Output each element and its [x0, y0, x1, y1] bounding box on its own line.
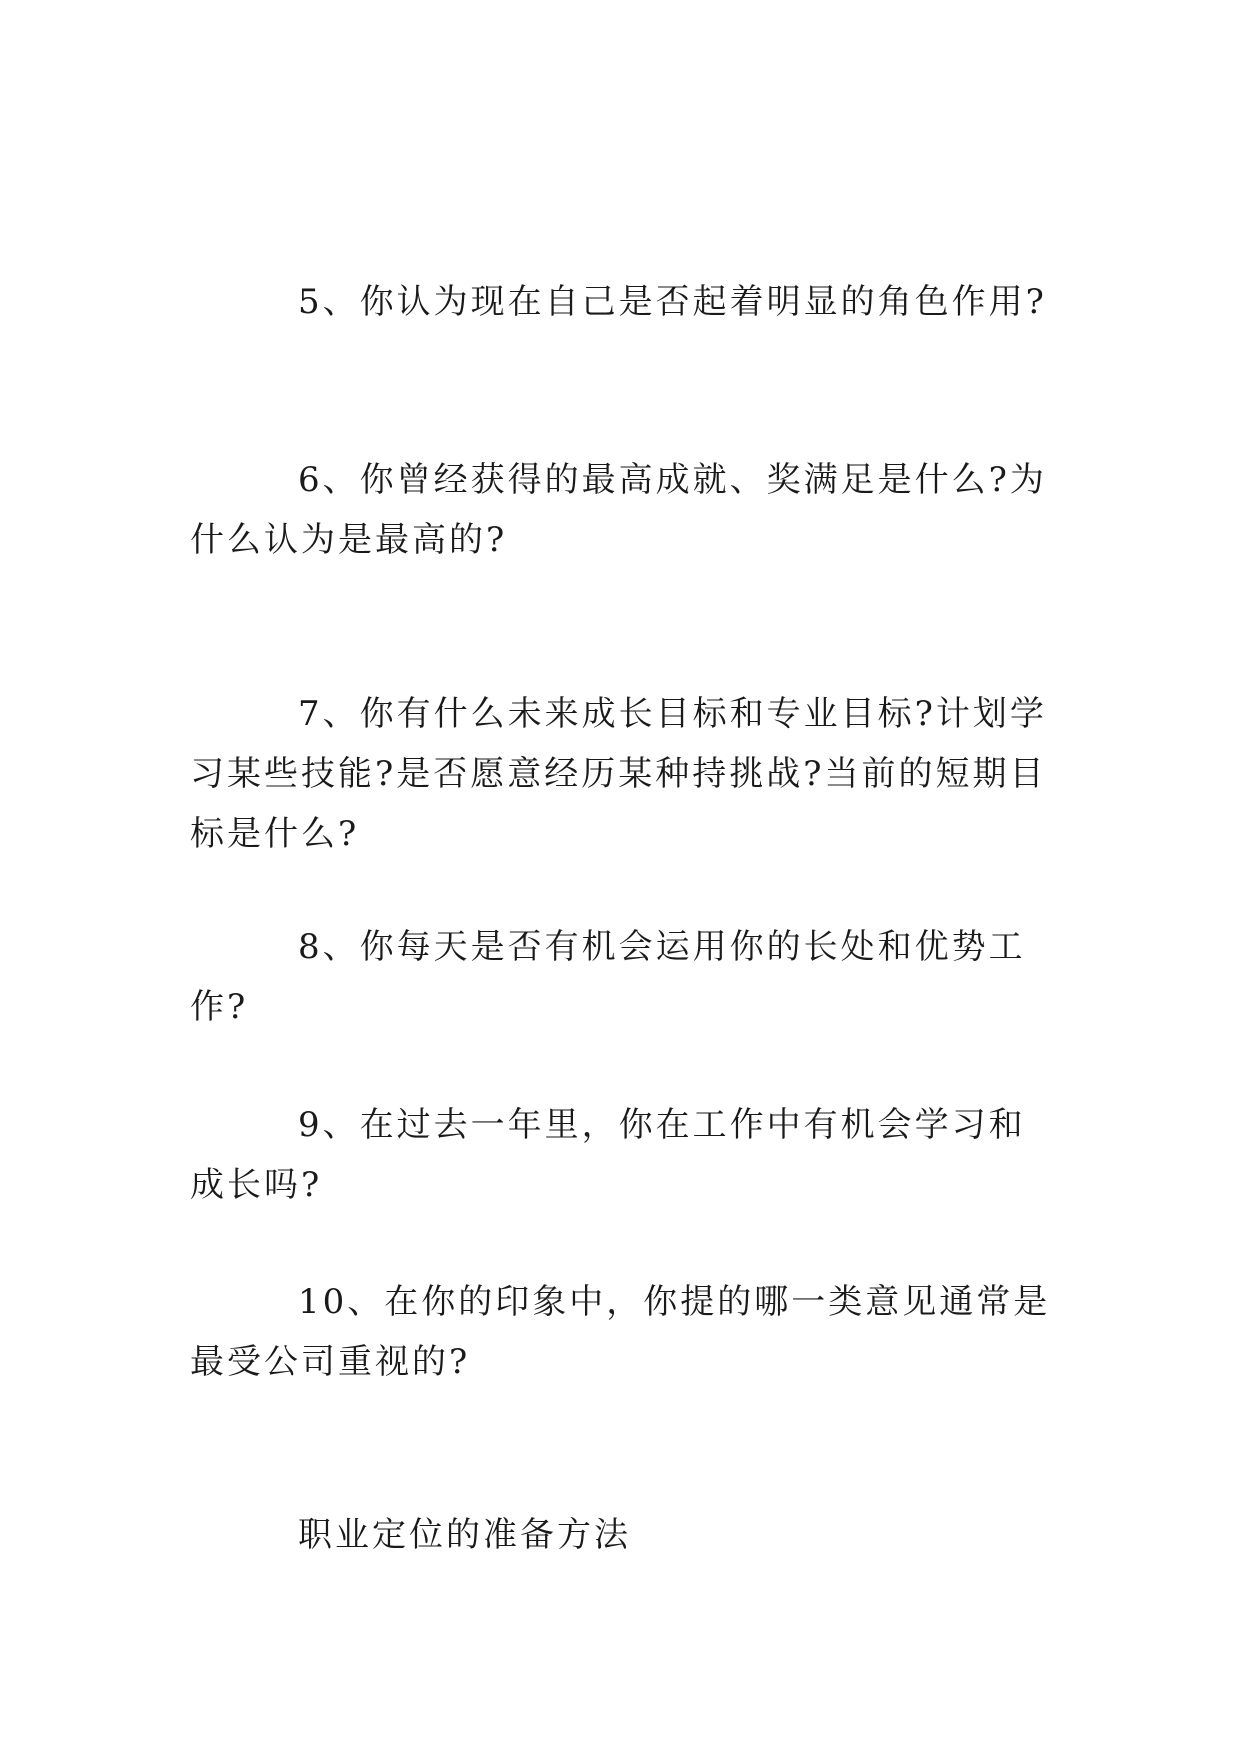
question-7: 7、你有什么未来成长目标和专业目标?计划学习某些技能?是否愿意经历某种持挑战?当前的短期目标是什么?	[190, 694, 1047, 854]
question-8: 8、你每天是否有机会运用你的长处和优势工作?	[190, 927, 1026, 1027]
section-heading: 职业定位的准备方法	[298, 1515, 631, 1555]
question-10: 10、在你的印象中，你提的哪一类意见通常是最受公司重视的?	[190, 1282, 1051, 1382]
question-6: 6、你曾经获得的最高成就、奖满足是什么?为什么认为是最高的?	[190, 460, 1047, 560]
question-5: 5、你认为现在自己是否起着明显的角色作用?	[298, 282, 1047, 322]
question-9: 9、在过去一年里，你在工作中有机会学习和成长吗?	[190, 1105, 1026, 1205]
